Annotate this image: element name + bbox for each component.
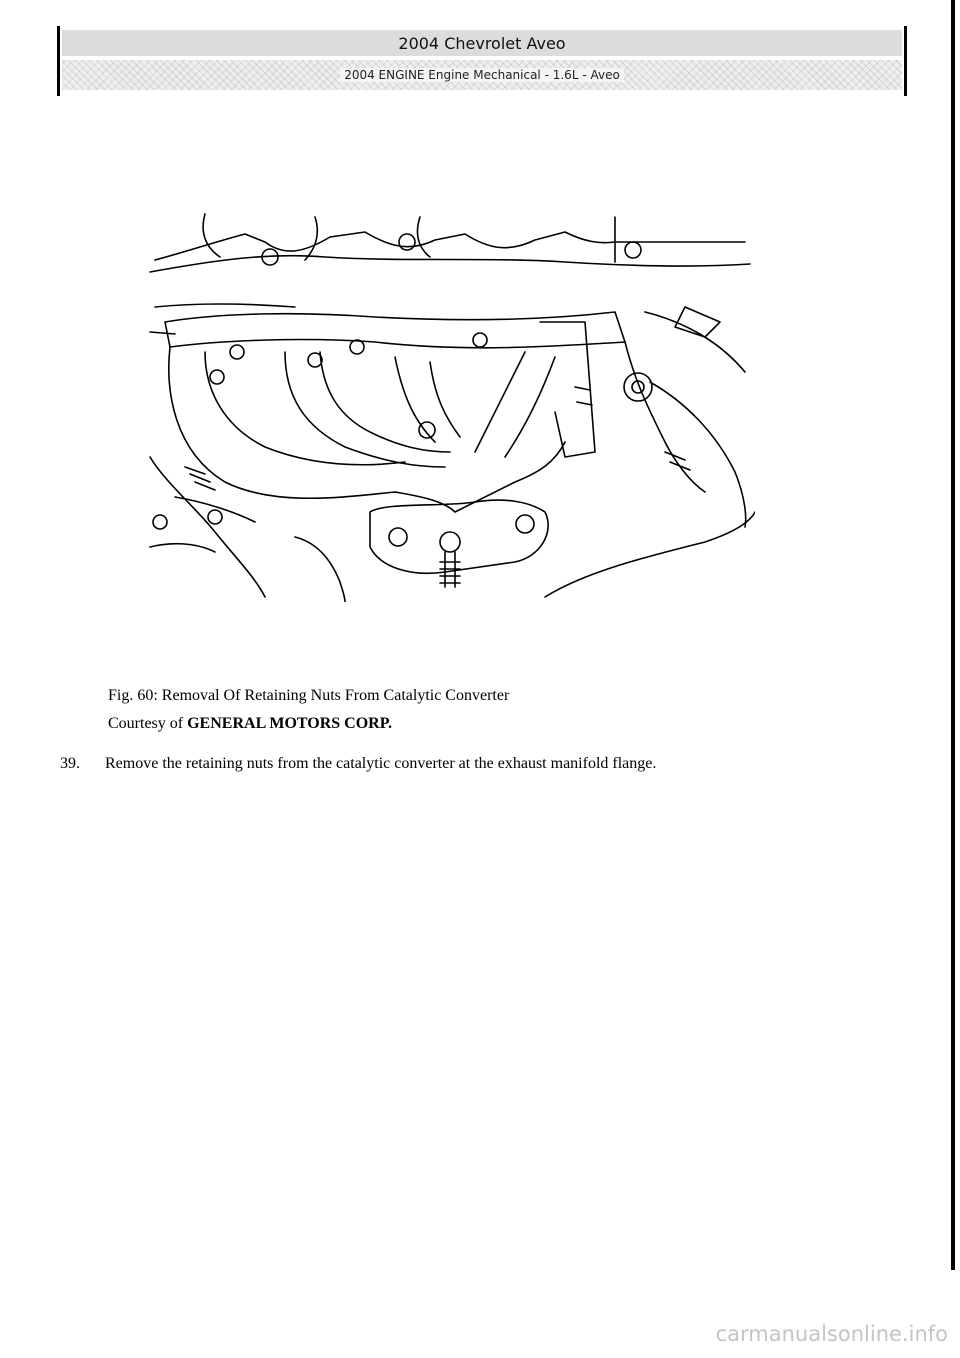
header-title: 2004 Chevrolet Aveo [62, 30, 902, 56]
header-subtitle: 2004 ENGINE Engine Mechanical - 1.6L - Aveo [340, 68, 624, 82]
header-left-border [57, 26, 60, 96]
caption-title: Fig. 60: Removal Of Retaining Nuts From Catalytic Converter [108, 687, 510, 704]
header-subtitle-bar [62, 60, 902, 90]
page-header [57, 26, 907, 96]
step-text: Remove the retaining nuts from the catalytic converter at the exhaust manifold flange. [105, 755, 657, 772]
procedure-step [60, 755, 656, 773]
watermark: carmanualsonline.info [715, 1322, 948, 1346]
exhaust-manifold-illustration [145, 212, 755, 602]
page-right-border [951, 0, 955, 1270]
caption-prefix: Courtesy of [108, 715, 188, 732]
header-right-border [904, 26, 907, 96]
caption-credit: GENERAL MOTORS CORP. [187, 715, 393, 732]
caption-credit-line [108, 710, 509, 738]
step-number: 39. [60, 755, 80, 772]
figure-caption [108, 682, 509, 738]
